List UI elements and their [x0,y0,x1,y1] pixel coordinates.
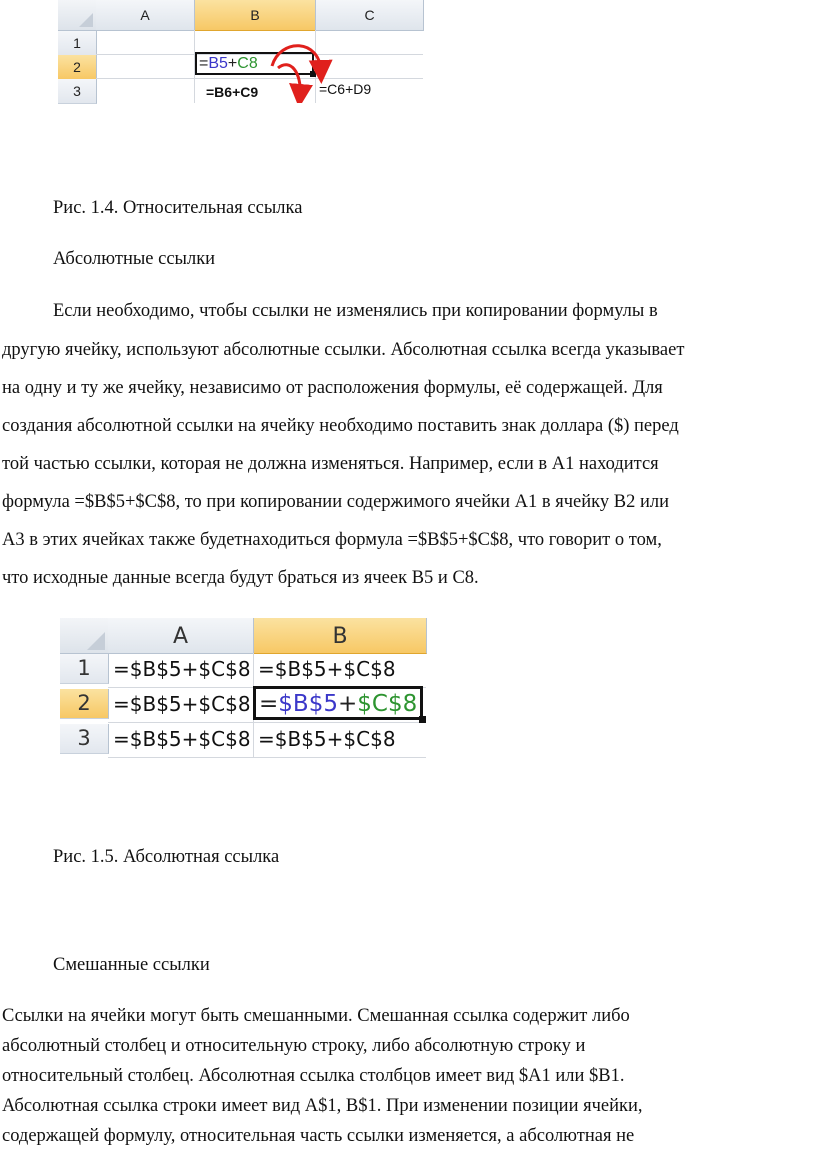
cell-a1[interactable]: =$B$5+$C$8 [113,657,251,681]
cell-a3[interactable]: =$B$5+$C$8 [113,727,251,751]
formula-equals: = [199,55,209,72]
formula-equals: = [259,691,279,717]
grid-line [108,722,426,723]
column-header-b[interactable]: B [195,0,316,31]
paragraph-line: Абсолютная ссылка строки имеет вид A$1, B$1. При изменении позиции ячейки, [2,1096,643,1116]
paragraph-line: Ссылки на ячейки могут быть смешанными. Смешанная ссылка содержит либо [2,1006,630,1026]
figure-caption-relative: Рис. 1.4. Относительная ссылка [53,198,303,218]
grid-line [108,757,426,758]
formula-plus: + [227,55,238,72]
section-heading-mixed: Смешанные ссылки [53,955,210,975]
cell-b3[interactable]: =$B$5+$C$8 [258,727,396,751]
cell-b2-formula [255,690,417,719]
row-header-2[interactable]: 2 [58,55,97,80]
paragraph-line: той частью ссылки, которая не должна изменяться. Например, если в А1 находится [2,454,659,474]
paragraph-line: формула =$B$5+$C$8, то при копировании содержимого ячейки А1 в ячейку В2 или [2,492,669,512]
column-header-c[interactable]: C [316,0,424,31]
paragraph-line: создания абсолютной ссылки на ячейку необходимо поставить знак доллара ($) перед [2,416,679,436]
row-header-2[interactable]: 2 [60,689,109,719]
paragraph-line: другую ячейку, используют абсолютные ссылки. Абсолютная ссылка всегда указывает [2,340,685,360]
relative-reference-spreadsheet [58,0,423,103]
paragraph-line: содержащей формулу, относительная часть ссылки изменяется, а абсолютная не [2,1126,635,1146]
row-header-1[interactable]: 1 [60,654,109,684]
cell-b1[interactable]: =$B$5+$C$8 [258,657,396,681]
cell-a2[interactable]: =$B$5+$C$8 [113,692,251,716]
paragraph-line: что исходные данные всегда будут браться из ячеек В5 и С8. [2,568,479,588]
select-all-corner[interactable] [60,618,109,654]
formula-ref-b5: B5 [208,55,228,72]
formula-ref-b5: $B$5 [278,691,338,717]
paragraph-line: на одну и ту же ячейку, независимо от расположения формулы, её содержащей. Для [2,378,663,398]
column-header-b[interactable]: B [254,618,427,654]
column-header-a[interactable]: A [108,618,254,654]
cell-b3-value: =B6+C9 [206,84,259,100]
fill-handle[interactable] [419,716,426,723]
absolute-reference-spreadsheet [60,618,426,758]
column-header-a[interactable]: A [96,0,195,31]
row-header-1[interactable]: 1 [58,31,97,56]
formula-ref-c8: $C$8 [357,691,418,717]
cell-c3-value: =C6+D9 [319,81,372,97]
formula-plus: + [337,691,358,717]
section-heading-absolute: Абсолютные ссылки [53,249,216,269]
paragraph-line: абсолютный столбец и относительную строку, либо абсолютную строку и [2,1036,586,1056]
row-header-3[interactable]: 3 [58,79,97,104]
formula-ref-c8: C8 [237,55,258,72]
paragraph-line: А3 в этих ячейках также будетнаходиться формула =$B$5+$C$8, что говорит о том, [2,530,662,550]
row-header-3[interactable]: 3 [60,724,109,754]
copy-arrows-icon [58,0,423,103]
paragraph-line: относительный столбец. Абсолютная ссылка столбцов имеет вид $A1 или $B1. [2,1066,625,1086]
paragraph-line: Если необходимо, чтобы ссылки не изменялись при копировании формулы в [53,301,658,321]
figure-caption-absolute: Рис. 1.5. Абсолютная ссылка [53,847,280,867]
